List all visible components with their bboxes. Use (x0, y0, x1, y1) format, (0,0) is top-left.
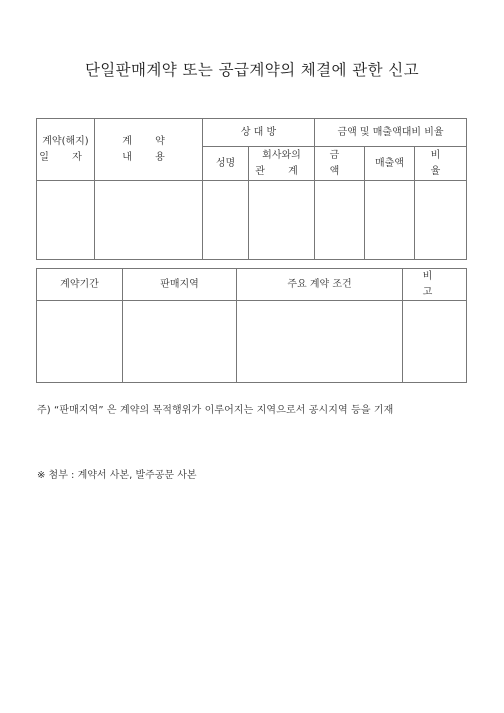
amount-cell[interactable] (315, 181, 365, 260)
counterparty-header: 상 대 방 (203, 119, 315, 147)
sales-cell[interactable] (365, 181, 415, 260)
contract-terms-table (36, 268, 467, 383)
contract-content-header: 계 약 내 용 (95, 119, 203, 181)
amount-ratio-header: 금액 및 매출액대비 비율 (315, 119, 467, 147)
attachment-note: ※ 첨부 : 계약서 사본, 발주공문 사본 (37, 470, 197, 481)
name-header: 성명 (203, 147, 249, 181)
remarks-header: 비 고 (403, 269, 467, 301)
contract-content-cell[interactable] (95, 181, 203, 260)
ratio-cell[interactable] (415, 181, 467, 260)
period-header: 계약기간 (37, 269, 123, 301)
contract-date-header: 계약(해지) 일 자 (37, 119, 95, 181)
conditions-cell[interactable] (237, 301, 403, 383)
region-header: 판매지역 (123, 269, 237, 301)
region-cell[interactable] (123, 301, 237, 383)
contract-date-cell[interactable] (37, 181, 95, 260)
page-title: 단일판매계약 또는 공급계약의 체결에 관한 신고 (84, 61, 420, 79)
contract-table (36, 118, 467, 260)
amount-header: 금 액 (315, 147, 365, 181)
relation-cell[interactable] (249, 181, 315, 260)
sales-header: 매출액 (365, 147, 415, 181)
remarks-cell[interactable] (403, 301, 467, 383)
name-cell[interactable] (203, 181, 249, 260)
relation-header: 회사와의 관 계 (249, 147, 315, 181)
ratio-header: 비 율 (415, 147, 467, 181)
period-cell[interactable] (37, 301, 123, 383)
footnote: 주) “판매지역” 은 계약의 목적행위가 이루어지는 지역으로서 공시지역 등을 기재 (37, 405, 394, 416)
conditions-header: 주요 계약 조건 (237, 269, 403, 301)
